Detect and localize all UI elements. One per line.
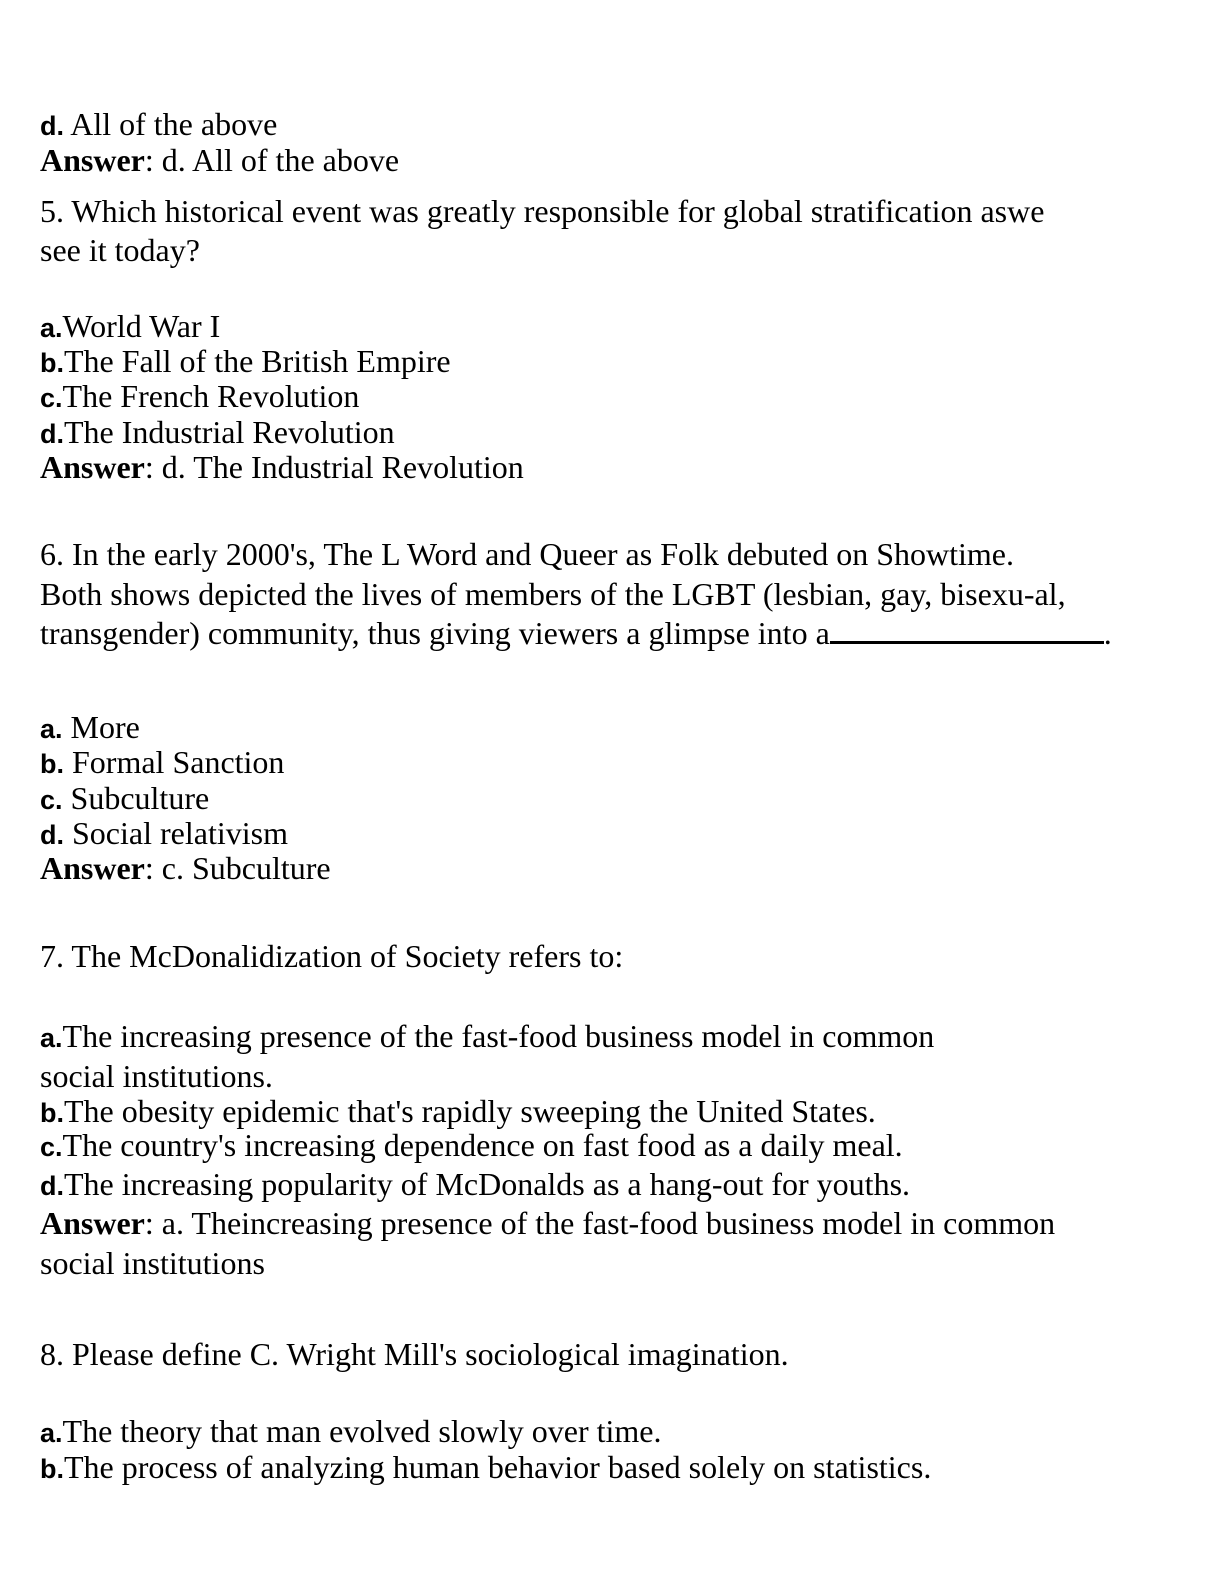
q7-option-c: c.The country's increasing dependence on fast food as a daily meal. bbox=[40, 1127, 903, 1163]
q4-answer: Answer: d. All of the above bbox=[40, 142, 400, 178]
q7-option-b: b.The obesity epidemic that's rapidly sweeping the United States. bbox=[40, 1093, 876, 1129]
q7-option-a-continued: social institutions. bbox=[40, 1058, 273, 1094]
q5-option-d: d.The Industrial Revolution bbox=[40, 414, 395, 450]
q8-option-b: b.The process of analyzing human behavior based solely on statistics. bbox=[40, 1449, 932, 1485]
q7-answer-continued: social institutions bbox=[40, 1245, 265, 1281]
q5-answer: Answer: d. The Industrial Revolution bbox=[40, 449, 524, 485]
q7-answer: Answer: a. Theincreasing presence of the fast-food business model in common bbox=[40, 1205, 1056, 1241]
q5-option-c: c.The French Revolution bbox=[40, 378, 360, 414]
q7-option-a: a.The increasing presence of the fast-food business model in common bbox=[40, 1018, 935, 1054]
q7-stem-line1: 7. The McDonalidization of Society refers to: bbox=[40, 938, 624, 974]
q6-stem-line1: 6. In the early 2000's, The L Word and Queer as Folk debuted on Showtime. bbox=[40, 536, 1014, 572]
q6-option-b: b. Formal Sanction bbox=[40, 744, 285, 780]
q8-option-a: a.The theory that man evolved slowly over time. bbox=[40, 1413, 662, 1449]
q8-stem-line1: 8. Please define C. Wright Mill's sociological imagination. bbox=[40, 1336, 789, 1372]
q5-stem-line1: 5. Which historical event was greatly responsible for global stratification aswe bbox=[40, 193, 1045, 229]
q6-option-a: a. More bbox=[40, 709, 140, 745]
q7-option-d: d.The increasing popularity of McDonalds as a hang-out for youths. bbox=[40, 1166, 911, 1202]
q6-stem-line3: transgender) community, thus giving viewers a glimpse into a . bbox=[40, 615, 1112, 651]
q6-option-d: d. Social relativism bbox=[40, 815, 288, 851]
q6-stem-line2: Both shows depicted the lives of members of the LGBT (lesbian, gay, bisexu-al, bbox=[40, 576, 1066, 612]
q6-answer: Answer: c. Subculture bbox=[40, 850, 331, 886]
q5-stem-line2: see it today? bbox=[40, 232, 200, 268]
fill-in-blank bbox=[830, 615, 1104, 644]
q5-option-a: a.World War I bbox=[40, 308, 221, 344]
q5-option-b: b.The Fall of the British Empire bbox=[40, 343, 451, 379]
q4-option-d: d. All of the above bbox=[40, 106, 278, 142]
q6-option-c: c. Subculture bbox=[40, 780, 210, 816]
